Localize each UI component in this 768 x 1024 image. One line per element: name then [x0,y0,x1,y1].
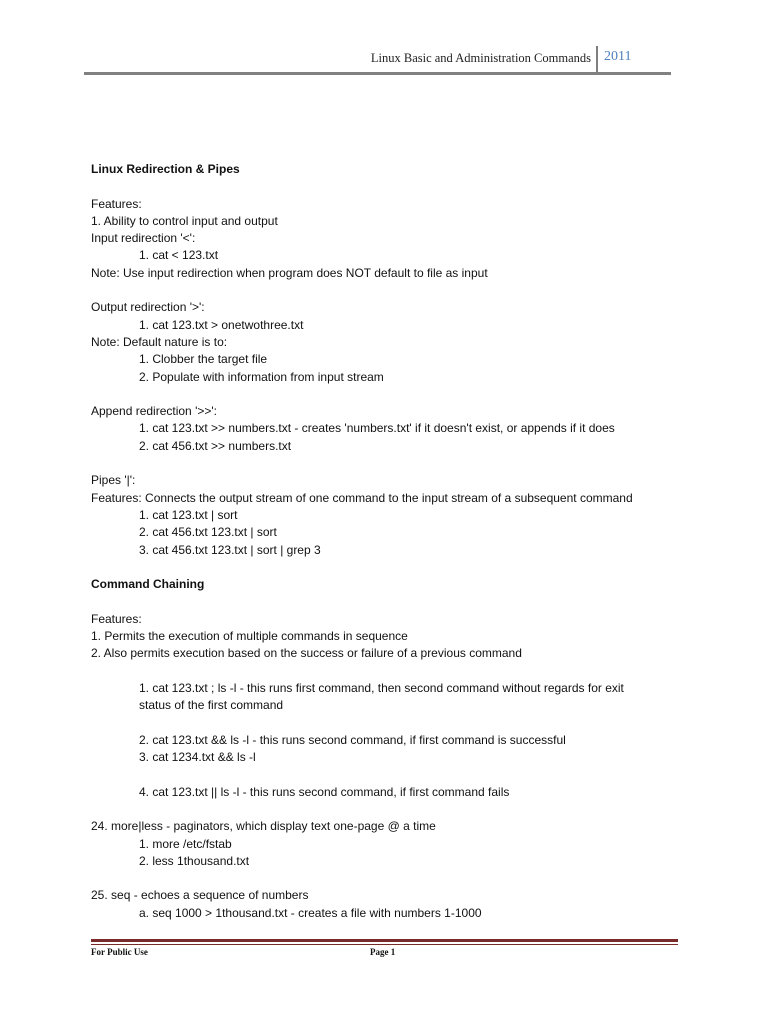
text-line: 1. Clobber the target file [139,352,268,367]
section-heading: Command Chaining [91,577,205,592]
text-line: 2. Populate with information from input stream [139,369,384,384]
footer-rule-thick [91,939,678,942]
text-line: 1. cat 123.txt >> numbers.txt - creates 'numbers.txt' if it doesn't exist, or appends if it does [139,421,615,436]
text-line: 3. cat 1234.txt && ls -l [139,750,256,765]
blank-line [91,870,691,887]
blank-line [91,715,691,732]
blank-line [91,663,691,680]
blank-line [91,282,691,299]
text-line: 1. cat 123.txt ; ls -l - this runs first command, then second command without regards for exit [139,680,624,695]
text-line: 2. cat 456.txt >> numbers.txt [139,438,292,453]
text-line: Pipes '|': [91,473,136,488]
text-line: 1. Ability to control input and output [91,213,278,228]
text-line: 2. cat 123.txt && ls -l - this runs second command, if first command is successful [139,732,566,747]
text-line: 3. cat 456.txt 123.txt | sort | grep 3 [139,542,321,557]
text-line: 1. cat 123.txt > onetwothree.txt [139,317,304,332]
text-line: Append redirection '>>': [91,404,217,419]
text-line: 1. cat < 123.txt [139,248,219,263]
text-line: 2. cat 456.txt 123.txt | sort [139,525,277,540]
blank-line [91,559,691,576]
text-line: Note: Default nature is to: [91,334,228,349]
text-line: Features: Connects the output stream of one command to the input stream of a subsequent command [91,490,633,505]
text-line: 2. Also permits execution based on the success or failure of a previous command [91,646,522,661]
blank-line [91,593,691,610]
footer-rule-thin [91,944,678,945]
text-line: 4. cat 123.txt || ls -l - this runs second command, if first command fails [139,784,510,799]
blank-line [91,455,691,472]
text-line: Features: [91,196,142,211]
document-year: 2011 [604,49,632,64]
text-line: Output redirection '>': [91,300,205,315]
header-divider [596,46,598,74]
text-line: Input redirection '<': [91,231,196,246]
text-line: 2. less 1thousand.txt [139,853,250,868]
blank-line [91,386,691,403]
page-number: Page 1 [370,947,396,957]
blank-line [91,801,691,818]
text-line: Note: Use input redirection when program does NOT default to file as input [91,265,488,280]
blank-line [91,766,691,783]
section-heading: Linux Redirection & Pipes [91,162,240,176]
text-line: 1. Permits the execution of multiple commands in sequence [91,629,408,644]
text-line: Features: [91,611,142,626]
footer-usage-label: For Public Use [91,947,148,957]
text-line: status of the first command [139,698,284,713]
document-body [91,161,691,922]
text-line: 1. cat 123.txt | sort [139,507,238,522]
text-line: 1. more /etc/fstab [139,836,232,851]
blank-line [91,178,691,195]
document-title: Linux Basic and Administration Commands [370,51,591,65]
text-line: 25. seq - echoes a sequence of numbers [91,888,309,903]
header-rule [84,72,671,75]
text-line: a. seq 1000 > 1thousand.txt - creates a file with numbers 1-1000 [139,905,482,920]
text-line: 24. more|less - paginators, which display text one-page @ a time [91,819,436,834]
